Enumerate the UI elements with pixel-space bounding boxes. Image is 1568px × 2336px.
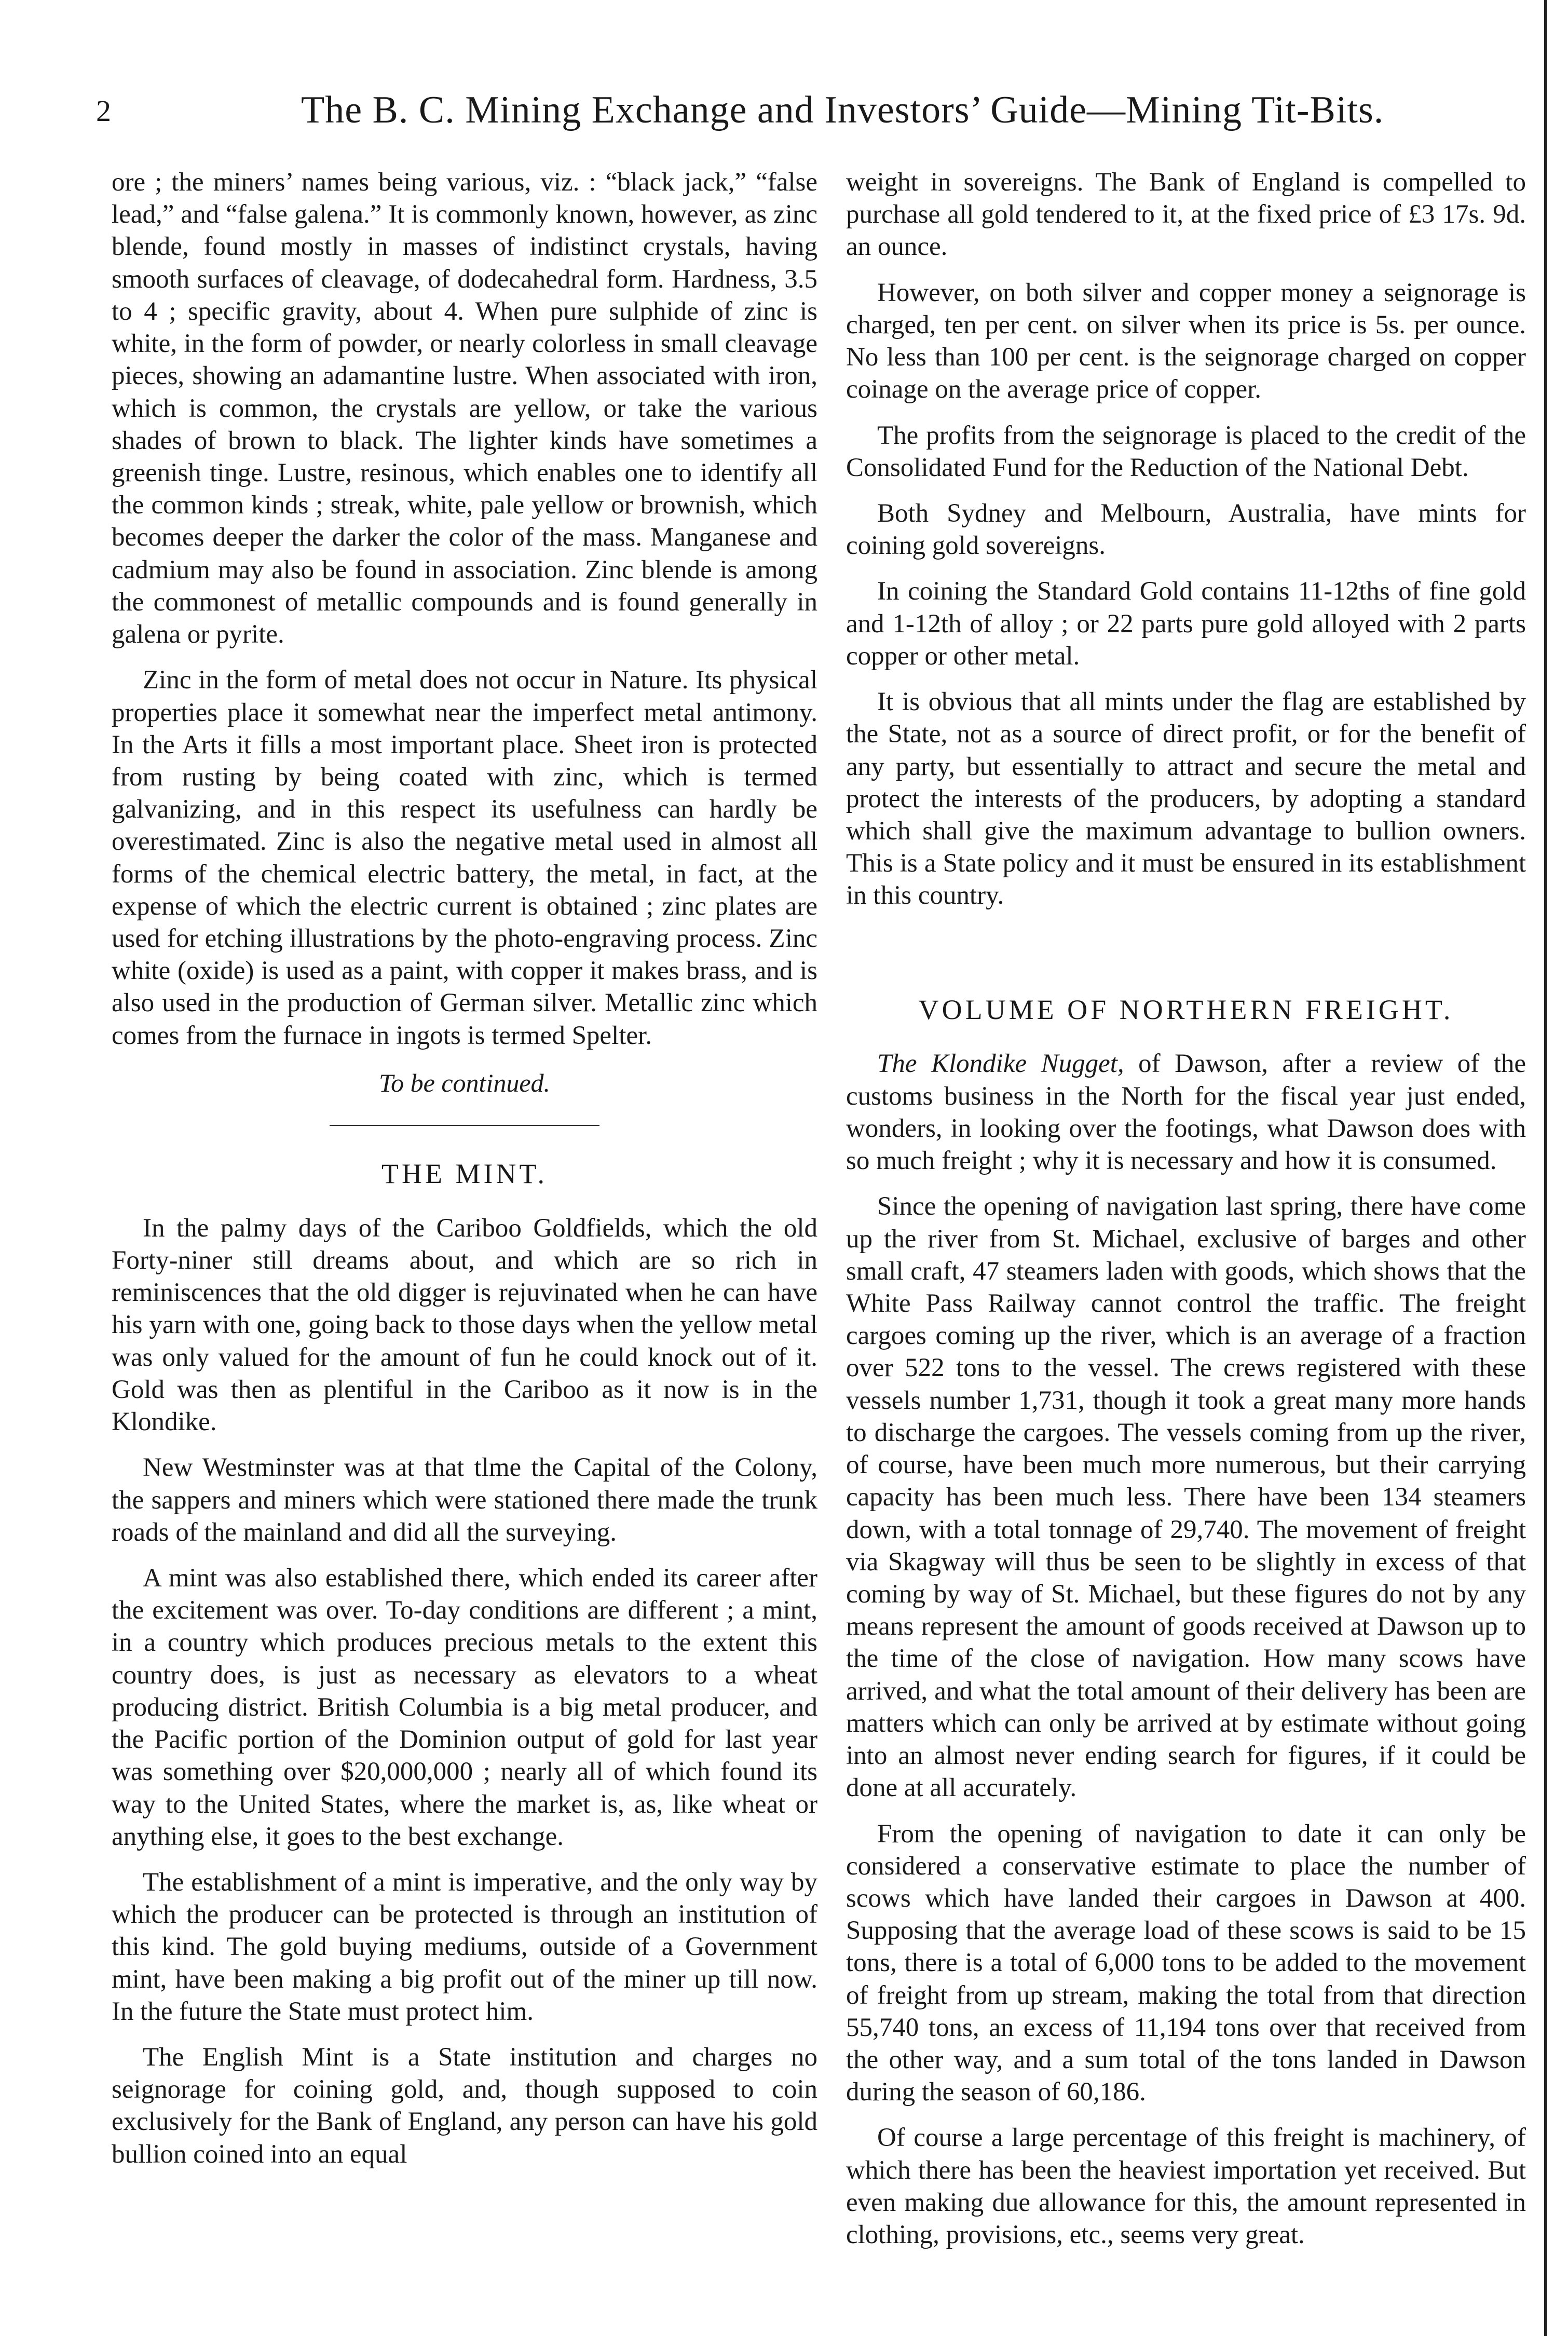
page-number: 2 — [96, 94, 111, 128]
zinc-paragraph-2: Zinc in the form of metal does not occur in Nature. Its physical properties place it somewhat near the imperfect metal antimony. In the Arts it fills a most important place. Sheet iron is protected from rusting by being coated with zinc, which is termed galvanizing, and in this respect its usefulness can hardly be overestimated. Zinc is also the negative metal used in almost all forms of the chemical electric battery, the metal, in fact, at the expense of which the electric current is obtained ; zinc plates are used for etching illustrations by the photo-engraving process. Zinc white (oxide) is used as a paint, with copper it makes brass, and is also used in the production of German silver. Metallic zinc which comes from the furnace in ingots is termed Spelter. — [112, 666, 817, 1050]
newspaper-name: The Klondike Nugget, — [877, 1049, 1124, 1079]
right-column — [846, 166, 1526, 2264]
mint-paragraph-1: In the palmy days of the Cariboo Goldfields, which the old Forty-niner still dreams about, and which are so rich in reminiscences that the old digger is rejuvinated when he can have his yarn with one, going back to those days when the yellow metal was only valued for the amount of fun he could knock out of it. Gold was then as plentiful in the Cariboo as it now is in the Klondike. — [112, 1213, 817, 1437]
section-divider — [330, 1125, 599, 1126]
mint-paragraph-8: The profits from the seignorage is placed to the credit of the Consolidated Fund for the Reduction of the National Debt. — [846, 420, 1526, 482]
section-spacer — [846, 926, 1526, 988]
zinc-paragraph-1: ore ; the miners’ names being various, viz. : “black jack,” “false lead,” and “false galena.” It is commonly known, however, as zinc blende, found mostly in masses of indistinct crystals, having smooth surfaces of cleavage, of dodecahedral form. Hardness, 3.5 to 4 ; specific gravity, about 4. When pure sulphide of zinc is white, in the form of powder, or nearly colorless in small cleavage pieces, showing an adamantine lustre. When associated with iron, which is common, the crystals are yellow, or take the various shades of brown to black. The lighter kinds have sometimes a greenish tinge. Lustre, resinous, which enables one to identify all the common kinds ; streak, white, pale yellow or brownish, which becomes deeper the darker the color of the mass. Manganese and cadmium may also be found in association. Zinc blende is among the commonest of metallic compounds and is found generally in galena or pyrite. — [112, 168, 817, 649]
mint-paragraph-6: weight in sovereigns. The Bank of England is compelled to purchase all gold tendered to it, at the fixed price of £3 17s. 9d. an ounce. — [846, 168, 1526, 262]
mint-paragraph-11: It is obvious that all mints under the flag are established by the State, not as a source of direct profit, or for the benefit of any party, but essentially to attract and secure the metal and protect the interests of the producers, by adopting a standard which shall give the maximum advantage to bullion owners. This is a State policy and it must be ensured in its establishment in this country. — [846, 687, 1526, 911]
to-be-continued-note: To be continued. — [378, 1068, 551, 1097]
page-edge-rule — [1544, 0, 1547, 2336]
left-column — [112, 166, 817, 2184]
freight-section-title: VOLUME OF NORTHERN FREIGHT. — [918, 994, 1454, 1025]
freight-paragraph-2: Since the opening of navigation last spring, there have come up the river from St. Michael, exclusive of barges and other small craft, 47 steamers laden with goods, which shows that the White Pass Railway cannot control the traffic. The freight cargoes coming up the river, which is an average of a fraction over 522 tons to the vessel. The crews registered with these vessels number 1,731, though it took a great many more hands to discharge the cargoes. The vessels coming from up the river, of course, have been much more numerous, but their carrying capacity has been much less. There have been 134 steamers down, with a total tonnage of 29,740. The movement of freight via Skagway will thus be seen to be slightly in excess of that coming by way of St. Michael, but these figures do not by any means represent the amount of goods received at Dawson up to the time of the close of navigation. How many scows have arrived, and what the total amount of their delivery has been are matters which can only be arrived at by estimate without going into an almost never ending search for figures, if it could be done at all accurately. — [846, 1192, 1526, 1803]
mint-paragraph-5: The English Mint is a State institution and charges no seignorage for coining gold, and, though supposed to coin exclusively for the Bank of England, any person can have his gold bullion coined into an equal — [112, 2043, 817, 2169]
freight-paragraph-3: From the opening of navigation to date it can only be considered a conservative estimate to place the number of scows which have landed their cargoes in Dawson at 400. Supposing that the average load of these scows is said to be 15 tons, there is a total of 6,000 tons to be added to the movement of freight from up stream, making the total from that direction 55,740 tons, an excess of 11,194 tons over that received from the other way, and a sum total of the tons landed in Dawson during the season of 60,186. — [846, 1819, 1526, 2107]
freight-paragraph-1 — [846, 1048, 1526, 1177]
mint-paragraph-9: Both Sydney and Melbourn, Australia, have mints for coining gold sovereigns. — [846, 498, 1526, 561]
freight-paragraph-1-text: of Dawson, after a review of the customs business in the North for the fiscal year just ended, wonders, in looking over the footings, what Dawson does with so much freight ; why it is necessary and how it is consumed. — [846, 1049, 1526, 1176]
running-title: The B. C. Mining Exchange and Investors’ Guide—Mining Tit-Bits. — [301, 89, 1384, 131]
mint-paragraph-4: The establishment of a mint is imperative, and the only way by which the producer can be protected is through an institution of this kind. The gold buying mediums, outside of a Government mint, have been making a big profit out of the miner up till now. In the future the State must protect him. — [112, 1867, 817, 2026]
freight-paragraph-4: Of course a large percentage of this freight is machinery, of which there has been the heaviest importation yet received. But even making due allowance for this, the amount represented in clothing, provisions, etc., seems very great. — [846, 2123, 1526, 2250]
mint-section-title: THE MINT. — [381, 1158, 548, 1189]
mint-paragraph-7: However, on both silver and copper money a seignorage is charged, ten per cent. on silver when its price is 5s. per ounce. No less than 100 per cent. is the seignorage charged on copper coinage on the average price of copper. — [846, 278, 1526, 404]
mint-paragraph-2: New Westminster was at that tlme the Capital of the Colony, the sappers and miners which were stationed there made the trunk roads of the mainland and did all the surveying. — [112, 1453, 817, 1547]
mint-paragraph-10: In coining the Standard Gold contains 11-12ths of fine gold and 1-12th of alloy ; or 22 parts pure gold alloyed with 2 parts copper or other metal. — [846, 577, 1526, 671]
mint-paragraph-3: A mint was also established there, which ended its career after the excitement was over. To-day conditions are different ; a mint, in a country which produces precious metals to the extent this country does, is just as necessary as elevators to a wheat producing district. British Columbia is a big metal producer, and the Pacific portion of the Dominion output of gold for last year was something over $20,000,000 ; nearly all of which found its way to the United States, where the market is, as, like wheat or anything else, it goes to the best exchange. — [112, 1563, 817, 1851]
